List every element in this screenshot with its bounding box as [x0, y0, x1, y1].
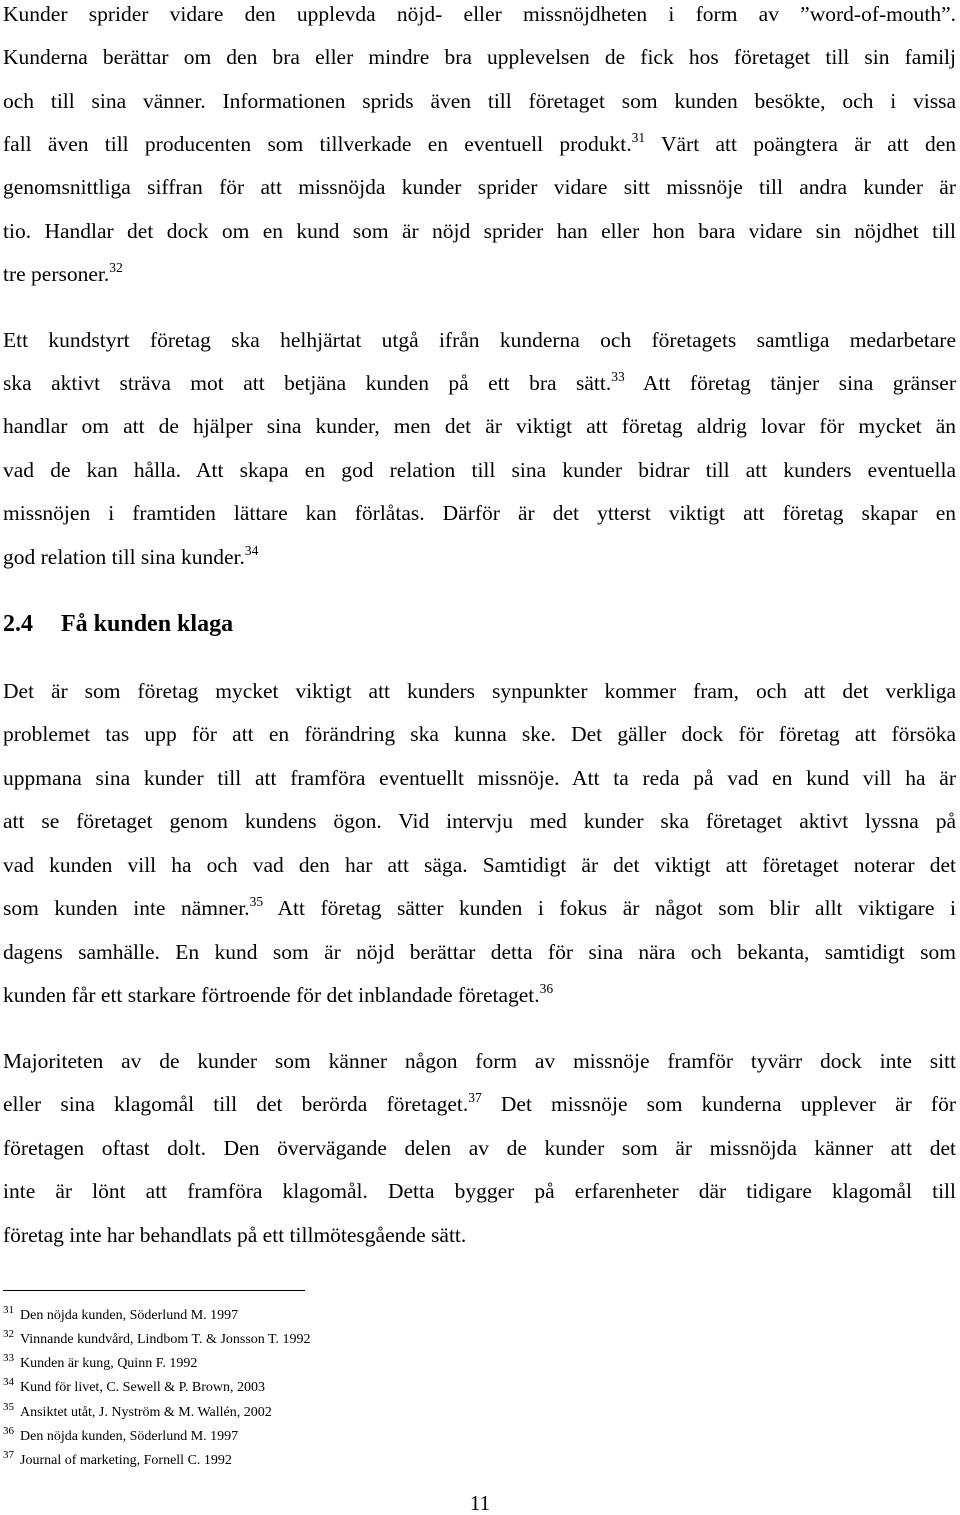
text-span: Kunderna berättar om den bra eller mindre bra upplevelsen de fick hos företaget till sin familj [3, 45, 956, 69]
text-span: tio. Handlar det dock om en kund som är nöjd sprider han eller hon bara vidare sin nöjdhet till [3, 219, 956, 243]
footnote-reference: 31 [631, 130, 646, 145]
text-line [3, 411, 956, 441]
text-span: ska aktivt sträva mot att betjäna kunden på ett bra sätt. [3, 371, 612, 395]
page-number: 11 [469, 1491, 491, 1515]
footnote-item: $^{33}$ Kunden är kung, Quinn F. 1992 [3, 1352, 198, 1371]
text-line [3, 368, 956, 398]
text-span: Att företag tänjer sina gränser [624, 371, 956, 395]
text-span: och till sina vänner. Informationen sprids även till företaget som kunden besökte, och i vissa [3, 89, 956, 113]
text-span: Ett kundstyrt företag ska helhjärtat utgå ifrån kunderna och företagets samtliga medarbetare [3, 328, 956, 352]
text-span: dagens samhälle. En kund som är nöjd berättar detta för sina nära och bekanta, samtidigt som [3, 940, 956, 964]
text-line [3, 980, 956, 1010]
section-title: Få kunden klaga [61, 611, 234, 637]
text-line [3, 42, 956, 72]
text-span: Majoriteten av de kunder som känner någon form av missnöje framför tyvärr dock inte sitt [3, 1049, 956, 1073]
footnote-reference: 35 [249, 894, 264, 909]
text-span: handlar om att de hjälper sina kunder, men det är viktigt att företag aldrig lovar för mycket än [3, 414, 956, 438]
text-span: inte är lönt att framföra klagomål. Detta bygger på erfarenheter där tidigare klagomål till [3, 1179, 956, 1203]
text-span: problemet tas upp för att en förändring ska kunna ske. Det gäller dock för företag att försöka [3, 722, 956, 746]
text-line [3, 86, 956, 116]
footnote-item: $^{37}$ Journal of marketing, Fornell C. 1992 [3, 1449, 232, 1468]
footnote-text: Journal of marketing, Fornell C. 1992 [20, 1453, 232, 1468]
footnote-item: $^{35}$ Ansiktet utåt, J. Nyström & M. Wallén, 2002 [3, 1401, 272, 1420]
text-line [3, 498, 956, 528]
text-line [3, 763, 956, 793]
text-line [3, 719, 956, 749]
text-line [3, 216, 956, 246]
text-span: kunden får ett starkare förtroende för det inblandade företaget. [3, 983, 540, 1007]
text-line [3, 676, 956, 706]
text-span: Kunder sprider vidare den upplevda nöjd- eller missnöjdheten i form av ”word-of-mouth”. [3, 2, 956, 26]
footnote-item: $^{36}$ Den nöjda kunden, Söderlund M. 1997 [3, 1425, 239, 1444]
text-span: Att företag sätter kunden i fokus är något som blir allt viktigare i [263, 896, 956, 920]
text-span: Värt att poängtera är att den [645, 132, 956, 156]
footnote-text: Ansiktet utåt, J. Nyström & M. Wallén, 2002 [20, 1405, 272, 1420]
footnote-text: Den nöjda kunden, Söderlund M. 1997 [20, 1308, 239, 1323]
text-span: vad de kan hålla. Att skapa en god relation till sina kunder bidrar till att kunders eventuella [3, 458, 956, 482]
text-span: fall även till producenten som tillverkade en eventuell produkt. [3, 132, 632, 156]
footnote-divider [3, 1290, 305, 1291]
text-span: företagen oftast dolt. Den övervägande delen av de kunder som är missnöjda känner att det [3, 1136, 956, 1160]
footnote-item: $^{31}$ Den nöjda kunden, Söderlund M. 1997 [3, 1304, 239, 1323]
text-span: uppmana sina kunder till att framföra eventuellt missnöje. Att ta reda på vad en kund vill ha är [3, 766, 956, 790]
text-line [3, 1046, 956, 1076]
text-line [3, 893, 956, 923]
text-span: Det är som företag mycket viktigt att kunders synpunkter kommer fram, och att det verkliga [3, 679, 956, 703]
text-span: god relation till sina kunder. [3, 545, 245, 569]
footnote-text: Den nöjda kunden, Söderlund M. 1997 [20, 1429, 239, 1444]
text-span: tre personer. [3, 262, 110, 286]
footnote-reference: 36 [539, 981, 554, 996]
text-line [3, 1220, 956, 1250]
text-span: Det missnöje som kunderna upplever är för [481, 1092, 956, 1116]
text-span: missnöjen i framtiden lättare kan förlåtas. Därför är det ytterst viktigt att företag skapar en [3, 501, 956, 525]
footnote-item: $^{34}$ Kund för livet, C. Sewell & P. Brown, 2003 [3, 1376, 265, 1395]
text-line [3, 1133, 956, 1163]
text-span: företag inte har behandlats på ett tillmötesgående sätt. [3, 1223, 467, 1247]
text-span: genomsnittliga siffran för att missnöjda kunder sprider vidare sitt missnöje till andra kunder är [3, 175, 956, 199]
text-line [3, 806, 956, 836]
text-line [3, 850, 956, 880]
text-line [3, 172, 956, 202]
section-heading [3, 607, 233, 641]
text-line [3, 325, 956, 355]
text-line [3, 1089, 956, 1119]
footnote-text: Kunden är kung, Quinn F. 1992 [20, 1356, 198, 1371]
footnote-text: Kund för livet, C. Sewell & P. Brown, 2003 [20, 1380, 265, 1395]
section-number: 2.4 [3, 611, 33, 637]
footnote-item: $^{32}$ Vinnande kundvård, Lindbom T. & Jonsson T. 1992 [3, 1328, 311, 1347]
text-line [3, 259, 956, 289]
footnote-reference: 32 [109, 260, 123, 275]
text-span: som kunden inte nämner. [3, 896, 250, 920]
footnote-reference: 34 [244, 543, 259, 558]
text-span: eller sina klagomål till det berörda företaget. [3, 1092, 469, 1116]
text-line [3, 0, 956, 29]
text-span: att se företaget genom kundens ögon. Vid intervju med kunder ska företaget aktivt lyssna på [3, 809, 956, 833]
text-span: vad kunden vill ha och vad den har att säga. Samtidigt är det viktigt att företaget noterar det [3, 853, 956, 877]
text-line [3, 1176, 956, 1206]
footnote-text: Vinnande kundvård, Lindbom T. & Jonsson T. 1992 [20, 1332, 311, 1347]
text-line [3, 129, 956, 159]
footnote-reference: 33 [611, 369, 625, 384]
text-line [3, 937, 956, 967]
footnote-reference: 37 [468, 1090, 482, 1105]
text-line [3, 542, 956, 572]
text-line [3, 455, 956, 485]
